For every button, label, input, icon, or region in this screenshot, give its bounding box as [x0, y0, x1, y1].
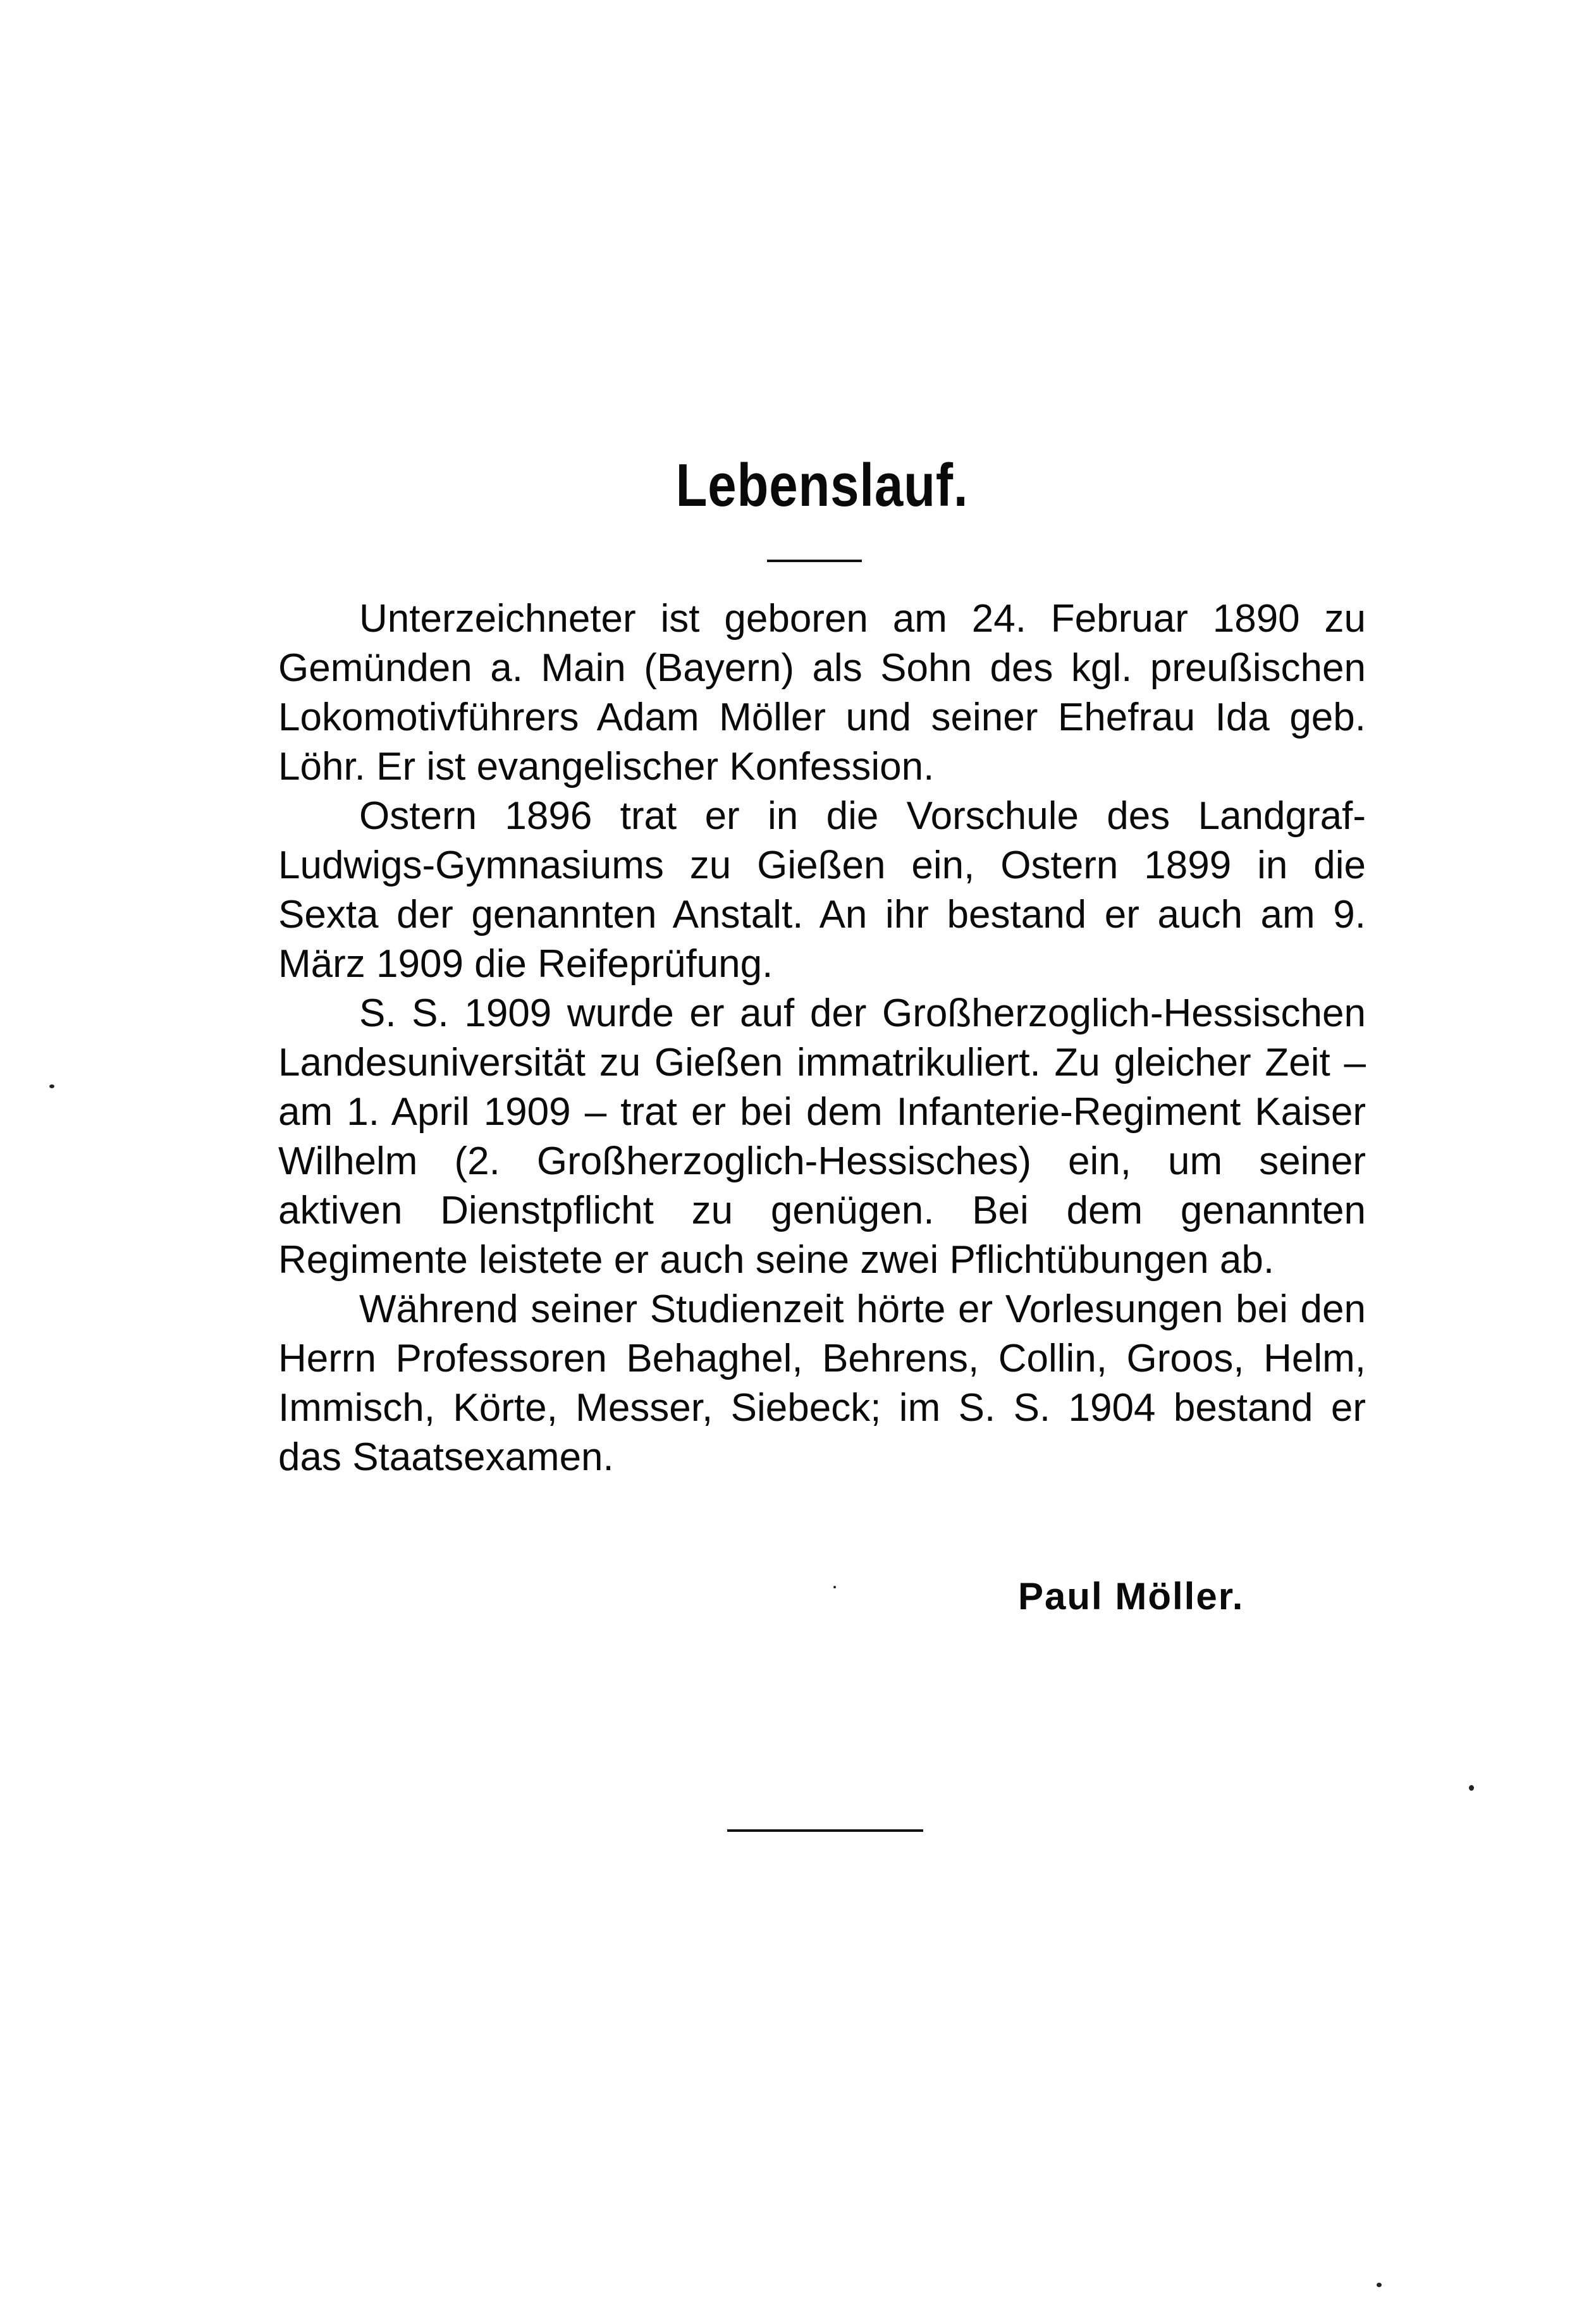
end-divider: [727, 1829, 923, 1832]
scan-speck: [49, 1084, 54, 1088]
title-divider: [767, 560, 862, 562]
paragraph-birth: Unterzeichneter ist geboren am 24. Februar 1890 zu Gemünden a. Main (Bayern) als Sohn des kgl. preußischen Lokomotivführers Adam Möller und seiner Ehefrau Ida geb. Löhr. Er ist evangelischer Konfession.: [278, 597, 1366, 789]
paragraph-school: Ostern 1896 trat er in die Vorschule des Landgraf-Ludwigs-Gymnasiums zu Gießen ein, Ostern 1899 in die Sexta der genannten Anstalt. An ihr bestand er auch am 9. März 1909 die Reifeprüfung.: [278, 794, 1366, 986]
page-title: Lebenslauf.: [675, 451, 969, 519]
paragraph-university: S. S. 1909 wurde er auf der Großherzoglich-Hessischen Landesuniversität zu Gießen immatrikuliert. Zu gleicher Zeit – am 1. April 1909 – trat er bei dem Infanterie-Regiment Kaiser Wilhelm (2. Großherzoglich-Hessisches) ein, um seiner aktiven Dienstpflicht zu genügen. Bei dem genannten Regimente leistete er auch seine zwei Pflichtübungen ab.: [278, 991, 1366, 1282]
paragraph-studies: Während seiner Studienzeit hörte er Vorlesungen bei den Herrn Professoren Behaghel, Behrens, Collin, Groos, Helm, Immisch, Körte, Messer, Siebeck; im S. S. 1904 bestand er das Staatsexamen.: [278, 1287, 1366, 1479]
scan-speck: [833, 1586, 836, 1588]
scan-speck: [1469, 1785, 1474, 1791]
scan-speck: [1377, 2283, 1382, 2287]
signature: Paul Möller.: [1018, 1575, 1244, 1617]
body-text: [278, 594, 1366, 1482]
